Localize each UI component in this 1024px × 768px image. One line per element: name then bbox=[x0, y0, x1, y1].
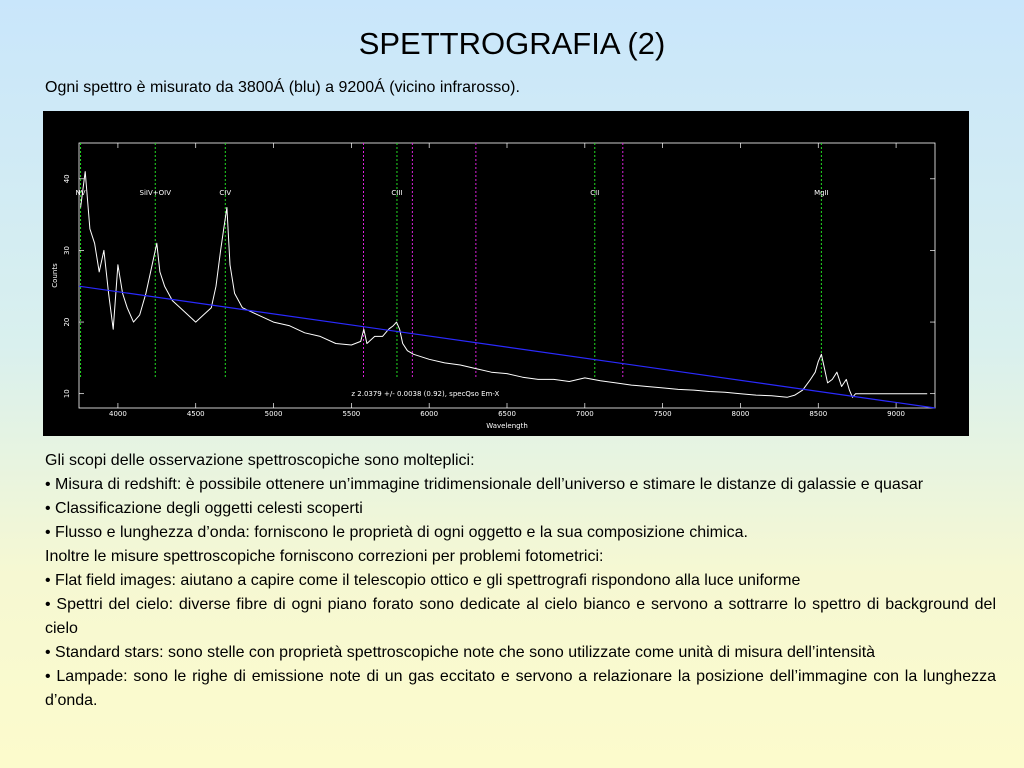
line-marker-label: CII bbox=[590, 189, 600, 197]
y-tick-label: 10 bbox=[63, 389, 71, 399]
bullet-lamps: • Lampade: sono le righe di emissione note di un gas eccitato e servono a relazionare la posizione dell’immagine con la lunghezza d’onda. bbox=[45, 668, 996, 709]
spectrum-chart-svg bbox=[43, 111, 969, 436]
line-marker-label: CIV bbox=[219, 189, 232, 197]
x-tick-label: 7500 bbox=[653, 410, 672, 418]
paragraph-intro: Gli scopi delle osservazione spettroscopiche sono molteplici: bbox=[45, 452, 475, 469]
paragraph-photometric: Inoltre le misure spettroscopiche forniscono correzioni per problemi fotometrici: bbox=[45, 548, 604, 565]
x-axis-label: Wavelength bbox=[486, 422, 528, 430]
x-tick-label: 8000 bbox=[731, 410, 750, 418]
line-marker-label: SiIV+OIV bbox=[139, 189, 172, 197]
y-tick-label: 20 bbox=[63, 317, 71, 327]
x-tick-label: 6500 bbox=[498, 410, 516, 418]
y-axis-label: Counts bbox=[51, 263, 59, 288]
bullet-flat-field: • Flat field images: aiutano a capire come il telescopio ottico e gli spettrografi rispondono alla luce uniforme bbox=[45, 572, 801, 589]
continuum-line bbox=[79, 286, 935, 408]
body-text bbox=[45, 449, 996, 713]
bullet-redshift: • Misura di redshift: è possibile ottenere un’immagine tridimensionale dell’universo e stimare le distanze di galassie e quasar bbox=[45, 476, 924, 493]
x-tick-label: 5000 bbox=[264, 410, 283, 418]
bullet-classification: • Classificazione degli oggetti celesti scoperti bbox=[45, 500, 363, 517]
bullet-sky-spectra: • Spettri del cielo: diverse fibre di ogni piano forato sono dedicate al cielo bianco e servono a sottrarre lo spettro di background del cielo bbox=[45, 596, 996, 637]
x-tick-label: 4000 bbox=[108, 410, 127, 418]
line-marker-label: MgII bbox=[814, 189, 829, 197]
line-marker-label: CIII bbox=[391, 189, 403, 197]
slide-subtitle: Ogni spettro è misurato da 3800Á (blu) a 9200Á (vicino infrarosso). bbox=[45, 79, 520, 96]
x-tick-label: 5500 bbox=[342, 410, 361, 418]
x-tick-label: 9000 bbox=[887, 410, 906, 418]
spectrum-chart bbox=[43, 111, 969, 436]
line-marker-label: NV bbox=[75, 189, 86, 197]
x-tick-label: 8500 bbox=[809, 410, 828, 418]
x-tick-label: 6000 bbox=[420, 410, 439, 418]
plot-frame bbox=[79, 143, 935, 408]
x-tick-label: 4500 bbox=[186, 410, 205, 418]
slide-title: SPETTROGRAFIA (2) bbox=[358, 26, 666, 61]
y-tick-label: 30 bbox=[63, 245, 71, 255]
bullet-flux: • Flusso e lunghezza d’onda: forniscono le proprietà di ogni oggetto e la sua composizione chimica. bbox=[45, 524, 748, 541]
y-tick-label: 40 bbox=[63, 174, 71, 184]
redshift-annotation: z 2.0379 +/- 0.0038 (0.92), specQso Em-X bbox=[351, 390, 500, 398]
bullet-standard-stars: • Standard stars: sono stelle con proprietà spettroscopiche note che sono utilizzate come unità di misura dell’intensità bbox=[45, 644, 876, 661]
x-tick-label: 7000 bbox=[575, 410, 594, 418]
spectrum-line bbox=[81, 172, 928, 398]
